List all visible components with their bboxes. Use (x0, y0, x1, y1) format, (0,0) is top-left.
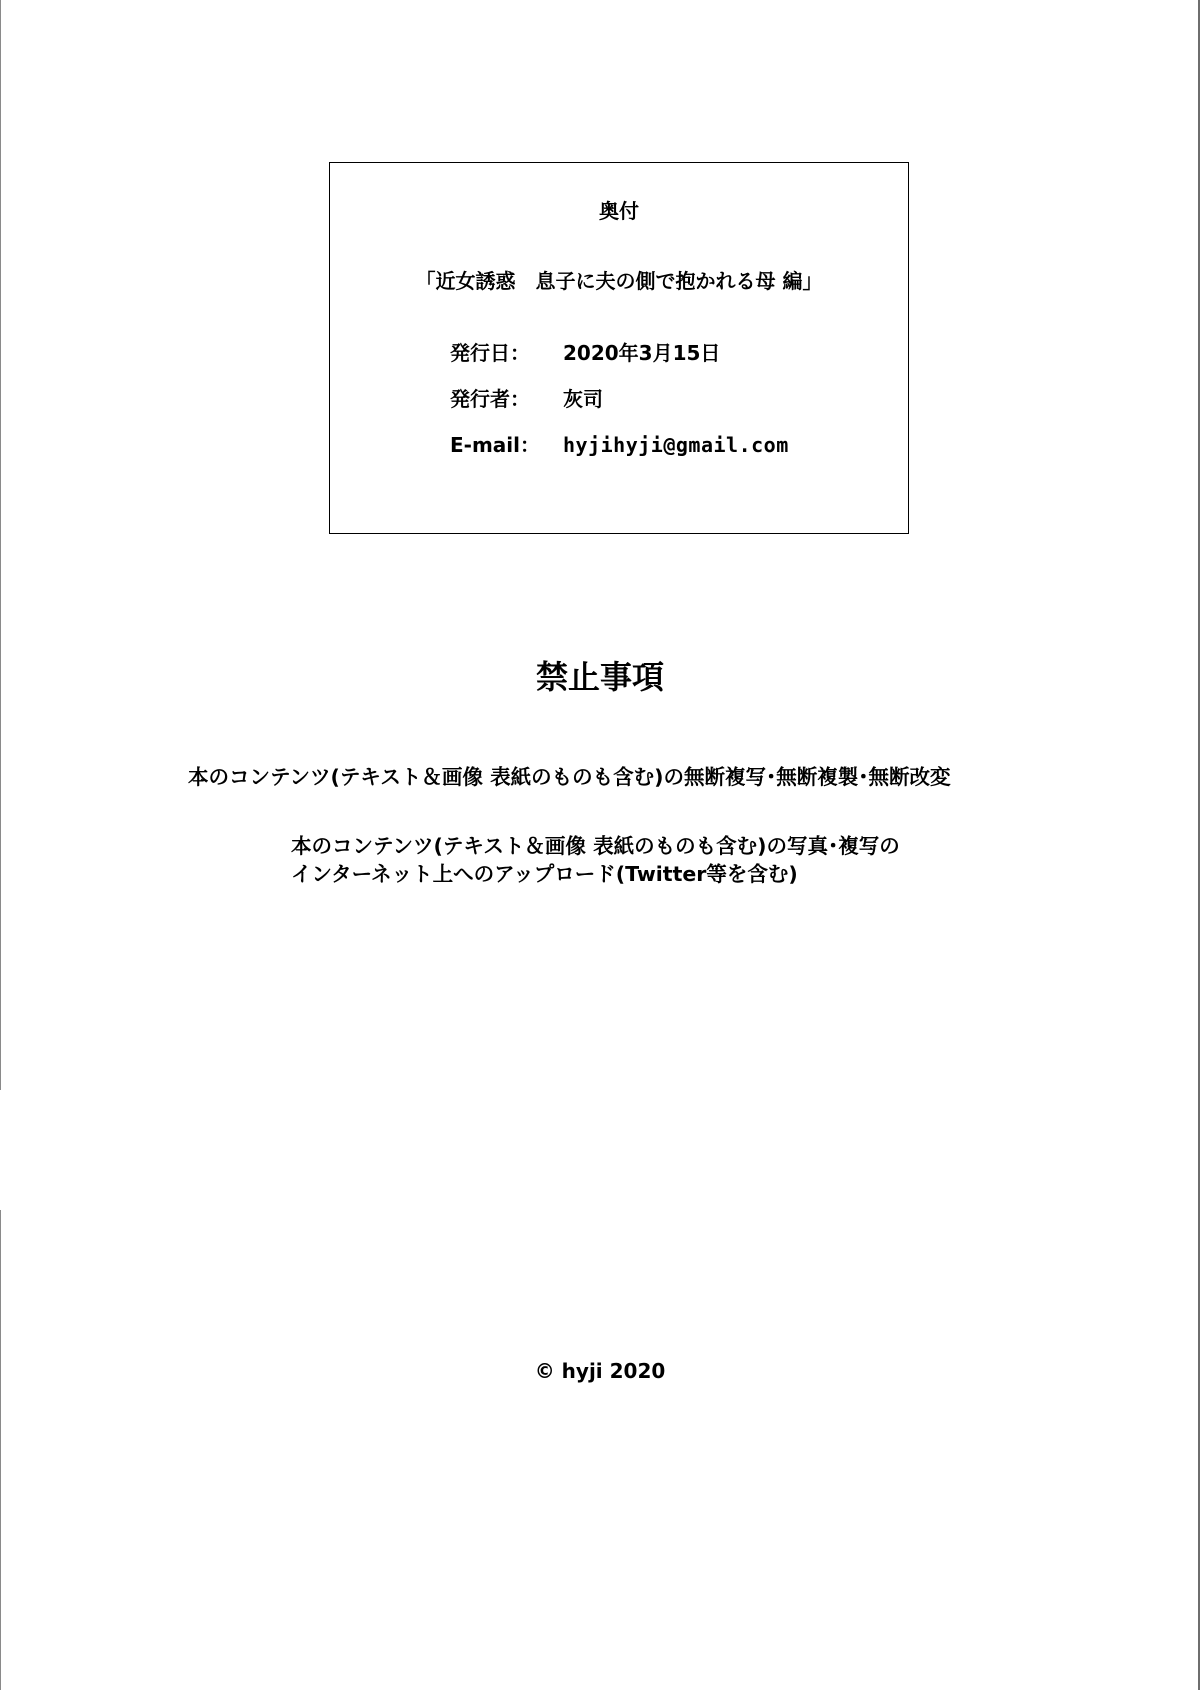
prohibited-heading: 禁止事項 (535, 658, 664, 696)
colophon-heading: 奥付 (599, 199, 639, 223)
prohibition-item-2-line-1: 本のコンテンツ(テキスト＆画像 表紙のものも含む)の写真･複写の (291, 834, 900, 858)
prohibition-item-1: 本のコンテンツ(テキスト＆画像 表紙のものも含む)の無断複写･無断複製･無断改変 (188, 765, 951, 789)
email-value: hyjihyji@gmail.com (563, 433, 789, 457)
colophon-box (329, 162, 909, 534)
publication-date-row (450, 337, 720, 366)
publication-date-label: 発行日： (450, 341, 530, 365)
publisher-row (450, 383, 603, 412)
publication-date-value: 2020年3月15日 (563, 341, 721, 365)
copyright-notice: © hyji 2020 (534, 1359, 666, 1383)
publisher-value: 灰司 (563, 387, 603, 411)
email-label: E-mail： (450, 433, 541, 457)
book-title: 「近女誘惑 息子に夫の側で抱かれる母 編」 (415, 269, 823, 293)
page-edge-left-lower (0, 1210, 1, 1690)
email-row (450, 429, 789, 458)
page-edge-left (0, 0, 1, 1090)
prohibition-item-2 (291, 832, 900, 888)
prohibition-item-2-line-2: インターネット上へのアップロード(Twitter等を含む) (291, 862, 798, 886)
publisher-label: 発行者： (450, 387, 530, 411)
